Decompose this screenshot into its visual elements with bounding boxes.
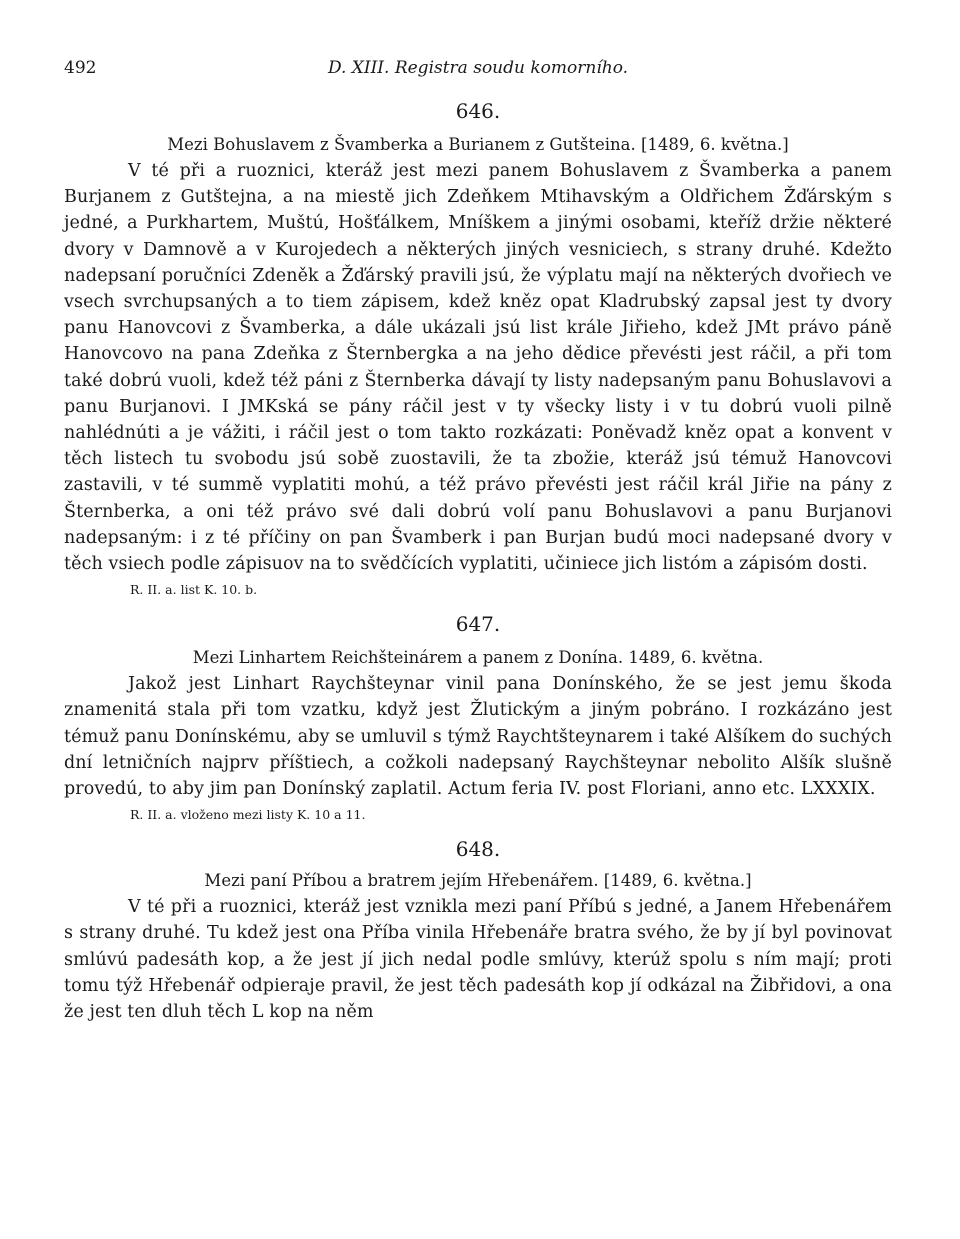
page-header [64, 58, 892, 88]
document-paragraph: V té při a ruoznici, kteráž jest mezi panem Bohuslavem z Švamberka a panem Burjanem z Gutštejna, a na miestě jich Zdeňkem Mtihavským a Oldřichem Žďárským s jedné, a Purkhartem, Muštú, Hošťálkem, Mníškem a jinými osobami, kteříž držie některé dvory v Damnově a v Kurojedech a některých jiných vesniciech, s strany druhé. Kdežto nadepsaní poručníci Zdeněk a Žďárský pravili jsú, že výplatu mají na některých dvořiech ve vsech svrchupsaných a to tiem zápisem, kdež kněz opat Kladrubský zapsal jest ty dvory panu Hanovcovi z Švamberka, a dále ukázali jsú list krále Jiřieho, kdež JMt právo páně Hanovcovo na pana Zdeňka z Šternbergka a na jeho dědice převésti jest ráčil, a při tom také dobrú vuoli, kdež též páni z Šternberka dávají ty listy nadepsaným panu Bohuslavovi a panu Burjanovi. I JMKská se pány ráčil jest v ty všecky listy i v tu dobrú vuoli pilně nahlédnúti a je vážiti, i ráčil jest o tom takto rozkázati: Poněvadž kněz opat a konvent v těch listech tu svobodu jsú sobě zuostavili, že ta zbožie, kteráž jsú témuž Hanovcovi zastavili, v té summě vyplatiti mohú, a též právo převésti jest ráčil král Jiřie na pány z Šternberka, a oni též právo své dali dobrú volí panu Bohuslavovi a panu Burjanovi nadepsaným: i z té příčiny on pan Švamberk i pan Burjan budú moci nadepsané dvory v těch vsiech podle zápisuov na to svědčících vyplatiti, učiniece jich listóm a zápisóm dosti. [64, 161, 892, 575]
document-paragraph: Jakož jest Linhart Raychšteynar vinil pana Donínského, že se jest jemu škoda znamenitá stala při tom vzatku, když jest Žlutickým a jiným pobráno. I rozkázáno jest témuž panu Donínskému, aby se umluvil s týmž Raychtšteynarem i také Alšíkem do suchých dní letničních najprv příštiech, a cožkoli nadepsaný Raychšteynar nebolito Alšík slušně provedú, to aby jim pan Donínský zaplatil. Actum feria IV. post Floriani, anno etc. LXXXIX. [64, 674, 892, 800]
page-number: 492 [64, 58, 97, 78]
document-paragraph: V té při a ruoznici, kteráž jest vznikla mezi paní Příbú s jedné, a Janem Hřebenářem s strany druhé. Tu kdež jest ona Příba vinila Hřebenáře bratra svého, že by jí byl povinovat smlúvú padesáth kop, a že jest jí jich nedal podle smlúvy, kterúž spolu s ním mají; proti tomu týž Hřebenář odpieraje pravil, že jest těch padesáth kop jí odkázal na Žibřidovi, a ona že jest ten dluh těch L kop na něm [64, 897, 892, 1023]
running-head: D. XIII. Registra soudu komorního. [327, 58, 629, 78]
document-entry-646 [64, 98, 892, 603]
source-note: R. II. a. list K. 10. b. [130, 582, 258, 598]
document-entry-648 [64, 836, 892, 1025]
document-heading: Mezi paní Příbou a bratrem jejím Hřebenářem. [1489, 6. května.] [204, 871, 752, 891]
document-number: 648. [455, 837, 501, 862]
source-note: R. II. a. vloženo mezi listy K. 10 a 11. [130, 807, 366, 823]
document-number: 647. [455, 612, 501, 637]
document-number: 646. [455, 99, 501, 123]
document-entry-647 [64, 611, 892, 828]
document-heading: Mezi Linhartem Reichšteinárem a panem z Donína. 1489, 6. května. [192, 648, 764, 668]
document-heading: Mezi Bohuslavem z Švamberka a Burianem z Gutšteina. [1489, 6. května.] [167, 135, 789, 154]
